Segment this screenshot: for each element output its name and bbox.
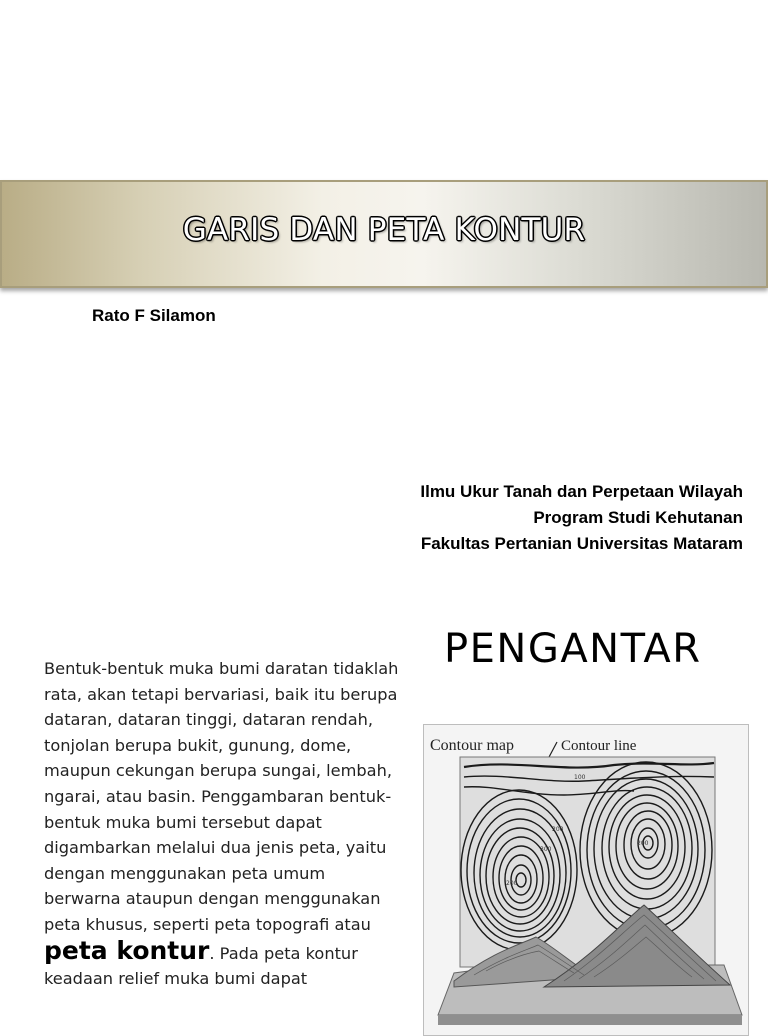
contour-map-figure (423, 724, 749, 1036)
page-title: GARIS DAN PETA KONTUR (182, 212, 586, 248)
paragraph-text: . Pada peta kontur keadaan relief muka bumi dapat (44, 943, 358, 989)
elevation-label: 200 (637, 840, 649, 847)
section-heading: PENGANTAR (444, 626, 702, 672)
elevation-label: 200 (506, 880, 518, 887)
title-banner (0, 180, 768, 288)
intro-paragraph (44, 656, 404, 992)
affiliation-line: Program Studi Kehutanan (533, 508, 743, 527)
figure-label-contour-line: Contour line (561, 738, 637, 754)
elevation-label: 200 (552, 826, 564, 833)
elevation-label: 300 (540, 846, 552, 853)
elevation-label: 100 (574, 774, 586, 781)
paragraph-text: Bentuk-bentuk muka bumi daratan tidaklah rata, akan tetapi bervariasi, baik itu berupa dataran, dataran tinggi, dataran rendah, tonjolan berupa bukit, gunung, dome, maupun cekungan berupa sungai, lembah, ngarai, atau basin. Penggambaran bentuk-bentuk muka bumi tersebut dapat digambarkan melalui dua jenis peta, yaitu dengan menggunakan peta umum berwarna ataupun dengan menggunakan peta khusus, seperti peta topografi atau (44, 659, 399, 934)
contour-map-illustration (424, 725, 748, 1025)
figure-label-contour-map: Contour map (430, 737, 514, 754)
affiliation-line: Fakultas Pertanian Universitas Mataram (420, 534, 743, 553)
author-name: Rato F Silamon (92, 306, 216, 325)
affiliation-block (420, 479, 743, 557)
affiliation-line: Ilmu Ukur Tanah dan Perpetaan Wilayah (420, 482, 743, 501)
emphasis-term: peta kontur (44, 935, 210, 965)
